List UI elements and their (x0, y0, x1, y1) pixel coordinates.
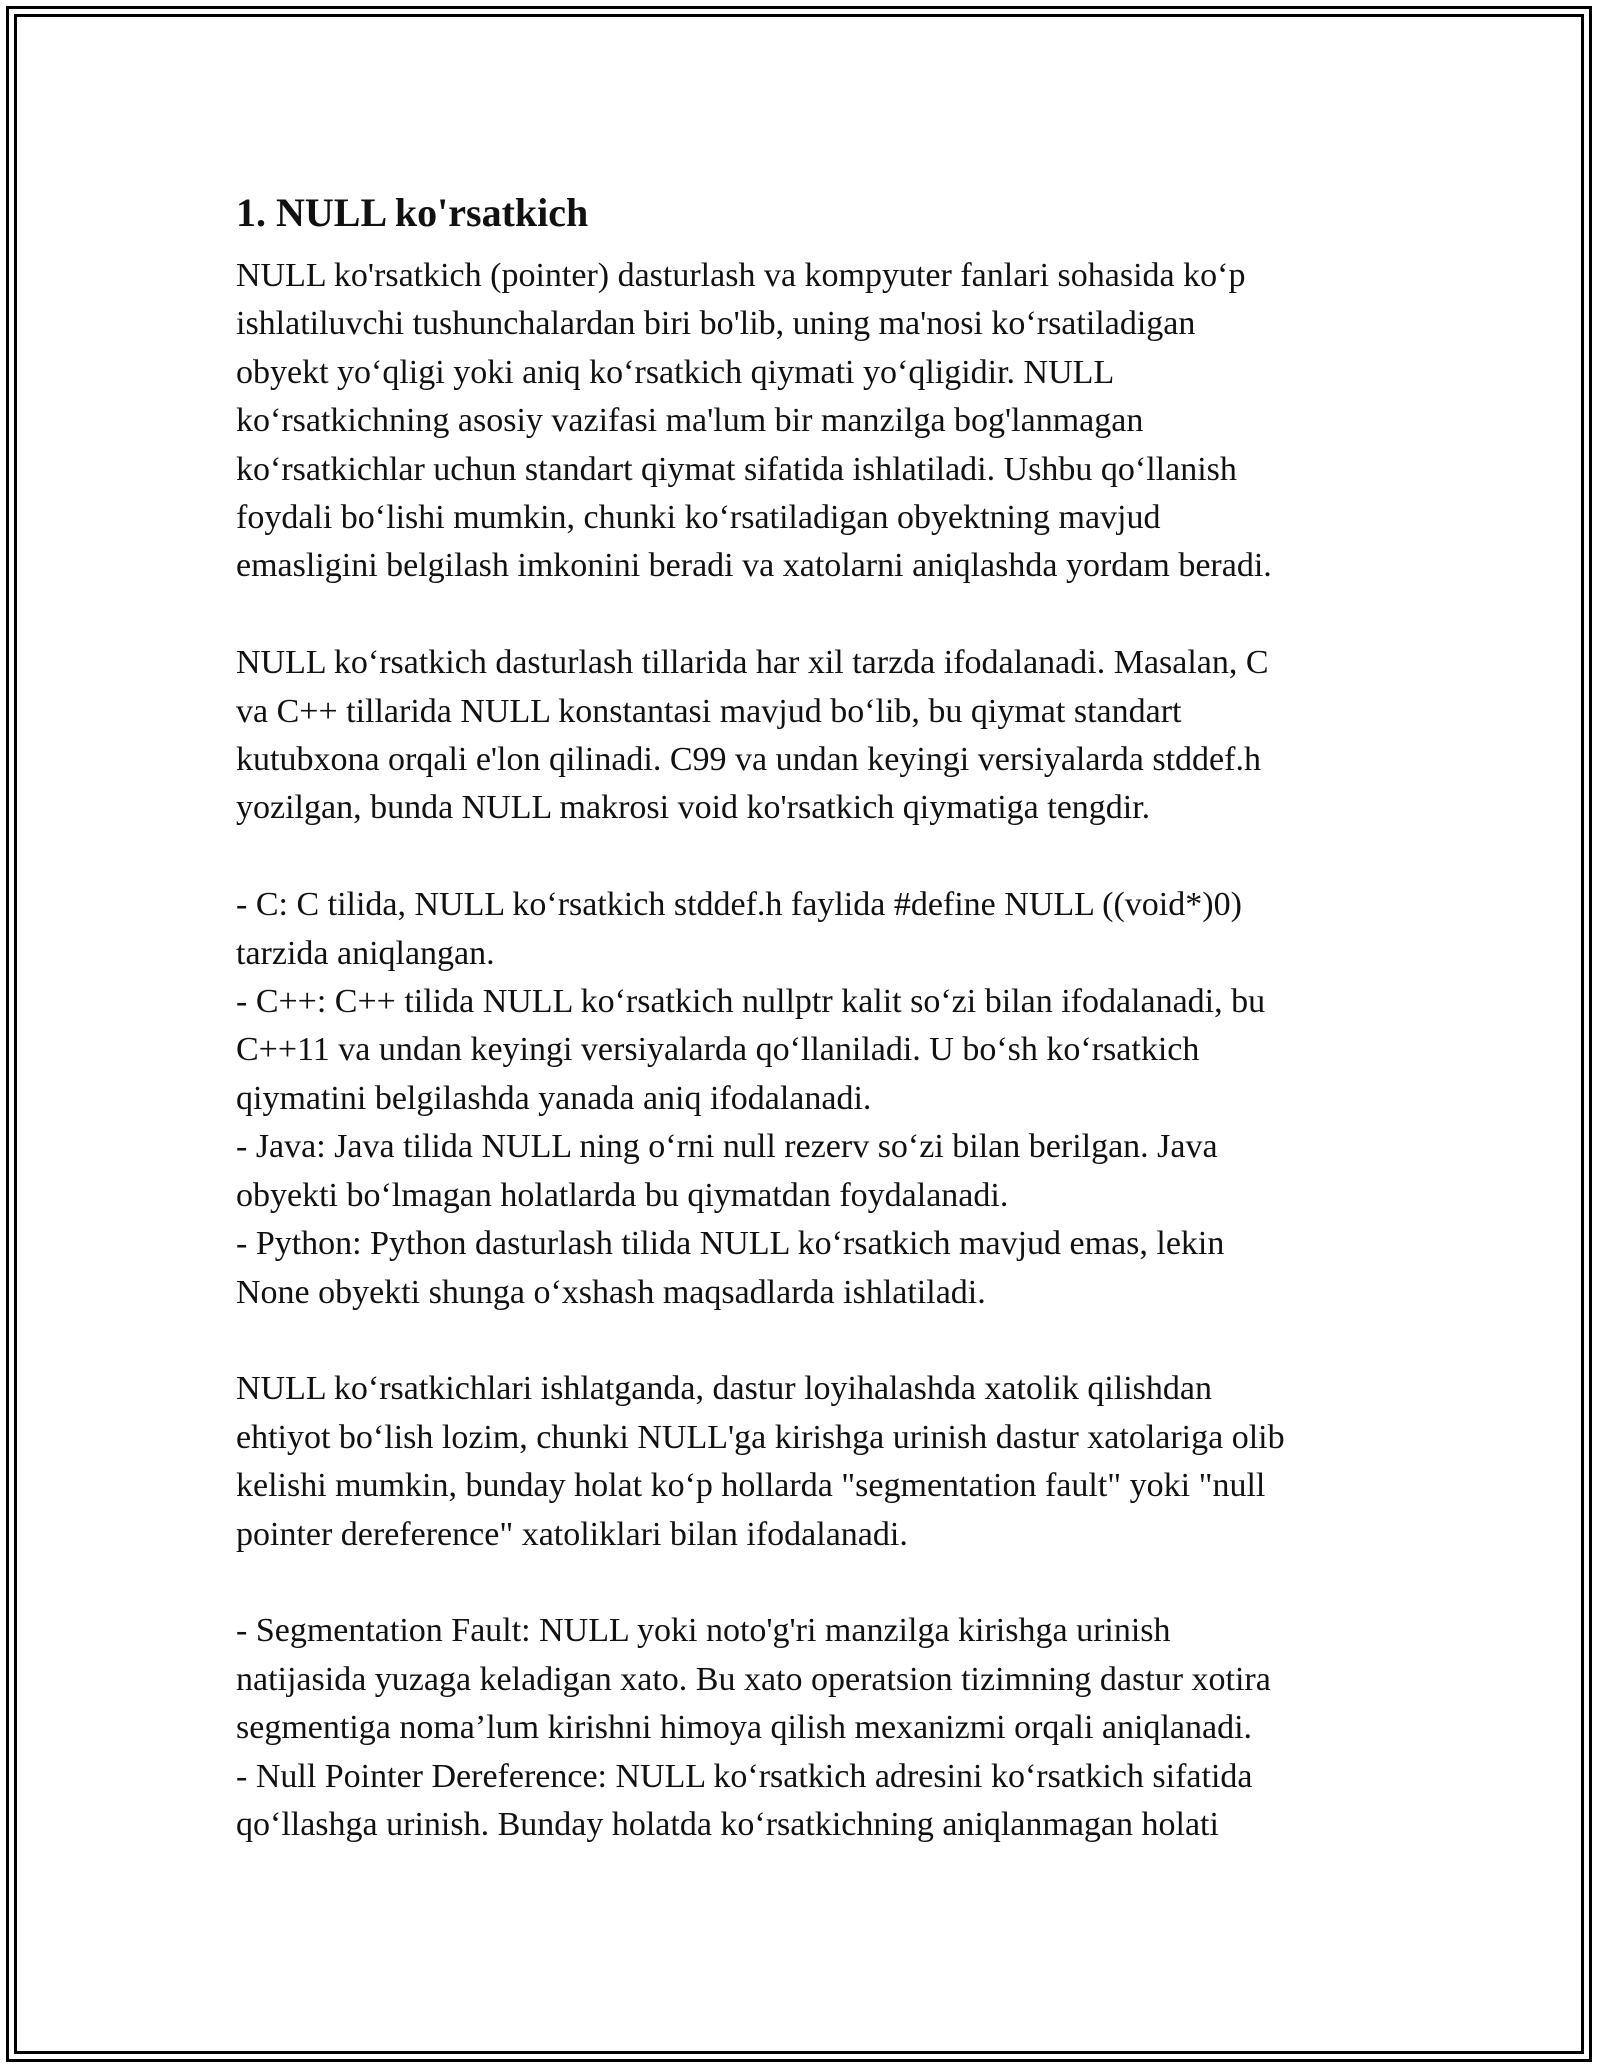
paragraph-errors (236, 1365, 1396, 1559)
text-line: kelishi mumkin, bunday holat ko‘p hollarda "segmentation fault" yoki "null (236, 1467, 1266, 1505)
section-heading: 1. NULL ko'rsatkich (236, 190, 589, 235)
text-line: NULL ko‘rsatkich dasturlash tillarida har xil tarzda ifodalanadi. Masalan, C (236, 644, 1269, 682)
text-line: natijasida yuzaga keladigan xato. Bu xato operatsion tizimning dastur xotira (236, 1660, 1271, 1698)
text-line: emasligini belgilash imkonini beradi va xatolarni aniqlashda yordam beradi. (236, 547, 1272, 585)
paragraph-error-list (236, 1607, 1396, 1849)
text-line: NULL ko'rsatkich (pointer) dasturlash va kompyuter fanlari sohasida ko‘p (236, 257, 1246, 294)
paragraph-language-list (236, 881, 1396, 1317)
text-line: - Java: Java tilida NULL ning o‘rni null rezerv so‘zi bilan berilgan. Java (236, 1128, 1218, 1166)
text-line: ehtiyot bo‘lish lozim, chunki NULL'ga kirishga urinish dastur xatolariga olib (236, 1418, 1285, 1456)
text-line: - Segmentation Fault: NULL yoki noto'g'ri manzilga kirishga urinish (236, 1612, 1171, 1650)
text-line: obyekt yo‘qligi yoki aniq ko‘rsatkich qiymati yo‘qligidir. NULL (236, 353, 1115, 391)
paragraph-intro (236, 252, 1396, 591)
text-line: obyekti bo‘lmagan holatlarda bu qiymatdan foydalanadi. (236, 1176, 1009, 1214)
document-body (236, 186, 1396, 1849)
text-line: None obyekti shunga o‘xshash maqsadlarda ishlatiladi. (236, 1273, 986, 1311)
text-line: NULL ko‘rsatkichlari ishlatganda, dastur loyihalashda xatolik qilishdan (236, 1370, 1213, 1408)
text-line: ko‘rsatkichlar uchun standart qiymat sifatida ishlatiladi. Ushbu qo‘llanish (236, 450, 1237, 488)
text-line: - C: C tilida, NULL ko‘rsatkich stddef.h faylida #define NULL ((void*)0) (236, 886, 1242, 924)
text-line: qo‘llashga urinish. Bunday holatda ko‘rsatkichning aniqlanmagan holati (236, 1805, 1219, 1843)
text-line: foydali bo‘lishi mumkin, chunki ko‘rsatiladigan obyektning mavjud (236, 499, 1161, 537)
text-line: qiymatini belgilashda yanada aniq ifodalanadi. (236, 1079, 872, 1117)
text-line: - C++: C++ tilida NULL ko‘rsatkich nullptr kalit so‘zi bilan ifodalanadi, bu (236, 983, 1266, 1021)
text-line: va C++ tillarida NULL konstantasi mavjud bo‘lib, bu qiymat standart (236, 692, 1182, 730)
text-line: ishlatiluvchi tushunchalardan biri bo'lib, uning ma'nosi ko‘rsatiladigan (236, 305, 1196, 343)
text-line: ko‘rsatkichning asosiy vazifasi ma'lum bir manzilga bog'lanmagan (236, 402, 1144, 440)
text-line: pointer dereference" xatoliklari bilan ifodalanadi. (236, 1515, 908, 1553)
text-line: yozilgan, bunda NULL makrosi void ko'rsatkich qiymatiga tengdir. (236, 789, 1151, 827)
text-line: segmentiga noma’lum kirishni himoya qilish mexanizmi orqali aniqlanadi. (236, 1709, 1253, 1747)
text-line: kutubxona orqali e'lon qilinadi. C99 va undan keyingi versiyalarda stddef.h (236, 741, 1261, 779)
text-line: tarzida aniqlangan. (236, 934, 495, 972)
text-line: - Python: Python dasturlash tilida NULL ko‘rsatkich mavjud emas, lekin (236, 1225, 1225, 1263)
text-line: C++11 va undan keyingi versiyalarda qo‘llaniladi. U bo‘sh ko‘rsatkich (236, 1031, 1200, 1069)
text-line: - Null Pointer Dereference: NULL ko‘rsatkich adresini ko‘rsatkich sifatida (236, 1757, 1253, 1795)
paragraph-languages (236, 639, 1396, 833)
